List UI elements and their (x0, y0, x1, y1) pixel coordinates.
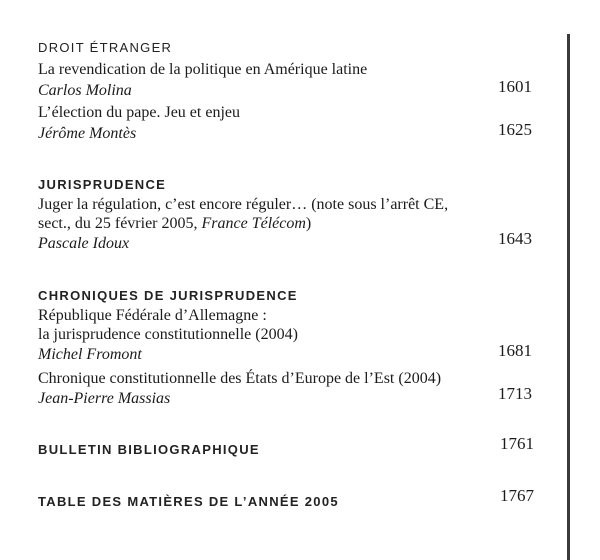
entry-title-text: sect., du 25 février 2005, (38, 215, 202, 232)
entry-page-number: 1601 (498, 77, 532, 96)
entry-title[interactable]: Chronique constitutionnelle des États d’Europe de l’Est (2004) (38, 370, 442, 387)
section-page-number: 1761 (500, 434, 534, 453)
entry-title-line-1[interactable]: Juger la régulation, c’est encore réguler… (note sous l’arrêt CE, (38, 196, 449, 213)
entry-title-line-2[interactable] (38, 215, 311, 233)
entry-author: Jérôme Montès (38, 125, 137, 142)
entry-title-line-2[interactable]: la jurisprudence constitutionnelle (2004) (38, 326, 298, 343)
entry-page-number: 1681 (498, 341, 532, 360)
entry-author: Pascale Idoux (38, 235, 130, 252)
entry-author: Carlos Molina (38, 82, 132, 99)
section-heading-jurisprudence: JURISPRUDENCE (38, 177, 167, 192)
section-heading-chroniques: CHRONIQUES DE JURISPRUDENCE (38, 288, 298, 303)
entry-title[interactable]: La revendication de la politique en Amérique latine (38, 61, 368, 78)
entry-title[interactable]: L’élection du pape. Jeu et enjeu (38, 104, 240, 121)
entry-author: Michel Fromont (38, 346, 142, 363)
section-heading-bulletin[interactable]: BULLETIN BIBLIOGRAPHIQUE (38, 442, 260, 457)
section-heading-droit-etranger: DROIT ÉTRANGER (38, 40, 173, 55)
entry-title-text: ) (305, 215, 312, 232)
section-heading-table-des-matieres[interactable]: TABLE DES MATIÈRES DE L’ANNÉE 2005 (38, 494, 339, 509)
entry-page-number: 1643 (498, 229, 532, 248)
entry-page-number: 1625 (498, 120, 532, 139)
section-page-number: 1767 (500, 486, 534, 505)
entry-author: Jean-Pierre Massias (38, 390, 171, 407)
entry-page-number: 1713 (498, 384, 532, 403)
entry-title-italic: France Télécom (201, 215, 306, 232)
entry-title-line-1[interactable]: République Fédérale d’Allemagne : (38, 307, 267, 324)
vertical-rule (567, 34, 570, 560)
